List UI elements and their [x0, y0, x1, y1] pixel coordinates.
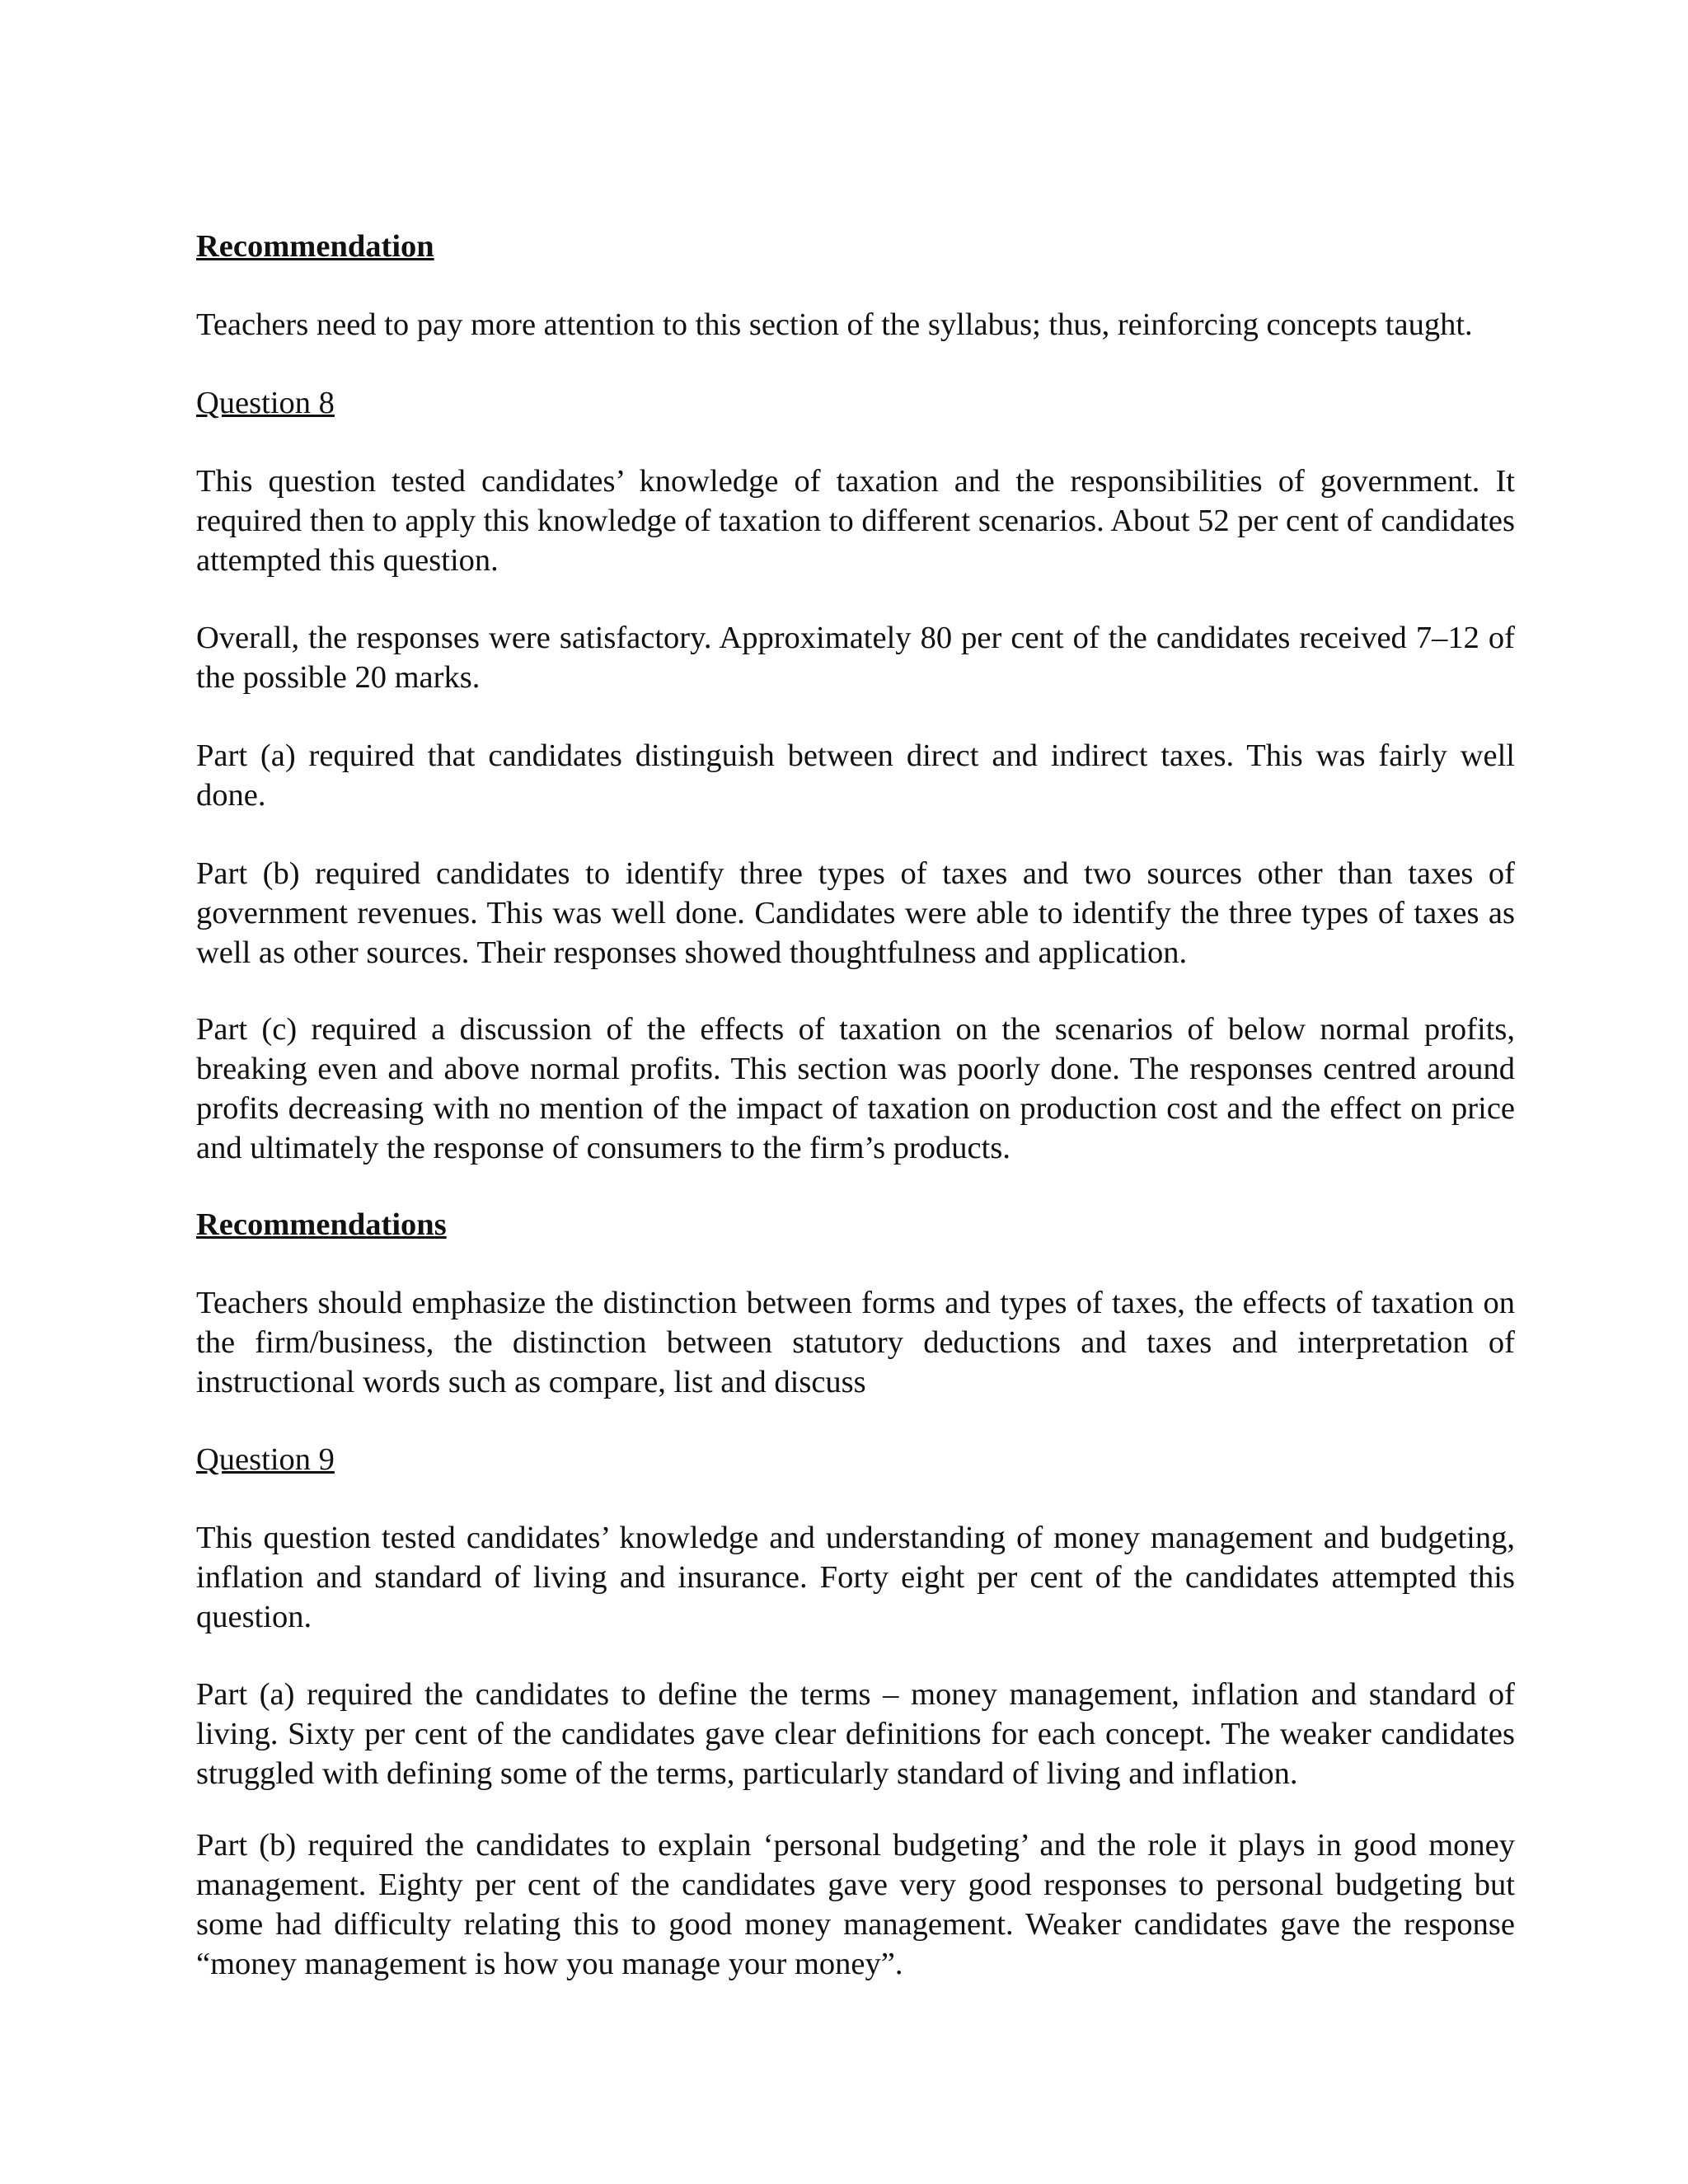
recommendation-text: Teachers need to pay more attention to this section of the syllabus; thus, reinforcing concepts taught.: [196, 307, 1473, 342]
recommendations-text: Teachers should emphasize the distinction between forms and types of taxes, the effects of taxation on the firm/business, the distinction between statutory deductions and taxes and interpretation of instructional words such as compare, list and discuss: [196, 1286, 1515, 1399]
question-8-title: Question 8: [196, 386, 335, 420]
question-9-paragraph-1: This question tested candidates’ knowledge and understanding of money management and budgeting, inflation and standard of living and insurance. Forty eight per cent of the candidates attempted this question.: [196, 1521, 1515, 1634]
question-8-paragraph-1: This question tested candidates’ knowledge of taxation and the responsibilities of government. It required then to apply this knowledge of taxation to different scenarios. About 52 per cent of candidates attempted this question.: [196, 464, 1515, 578]
question-8-paragraph-5: Part (c) required a discussion of the effects of taxation on the scenarios of below normal profits, breaking even and above normal profits. This section was poorly done. The responses centred around profits decreasing with no mention of the impact of taxation on production cost and the effect on price and ultimately the response of consumers to the firm’s products.: [196, 1012, 1515, 1165]
question-8-paragraph-2: Overall, the responses were satisfactory. Approximately 80 per cent of the candidates received 7–12 of the possible 20 marks.: [196, 621, 1515, 695]
question-8-paragraph-4: Part (b) required candidates to identify three types of taxes and two sources other than taxes of government revenues. This was well done. Candidates were able to identify the three types of taxes as well as other sources. Their responses showed thoughtfulness and application.: [196, 856, 1515, 970]
question-9-paragraph-3: Part (b) required the candidates to explain ‘personal budgeting’ and the role it plays in good money management. Eighty per cent of the candidates gave very good responses to personal budgeting but some had difficulty relating this to good money management. Weaker candidates gave the response “money management is how you manage your money”.: [196, 1828, 1515, 1981]
recommendations-heading: Recommendations: [196, 1207, 447, 1242]
recommendation-heading: Recommendation: [196, 229, 434, 264]
question-8-paragraph-3: Part (a) required that candidates distinguish between direct and indirect taxes. This was fairly well done.: [196, 738, 1515, 813]
question-9-paragraph-2: Part (a) required the candidates to define the terms – money management, inflation and standard of living. Sixty per cent of the candidates gave clear definitions for each concept. The weaker candidates struggled with defining some of the terms, particularly standard of living and inflation.: [196, 1677, 1515, 1791]
question-9-title: Question 9: [196, 1442, 335, 1477]
